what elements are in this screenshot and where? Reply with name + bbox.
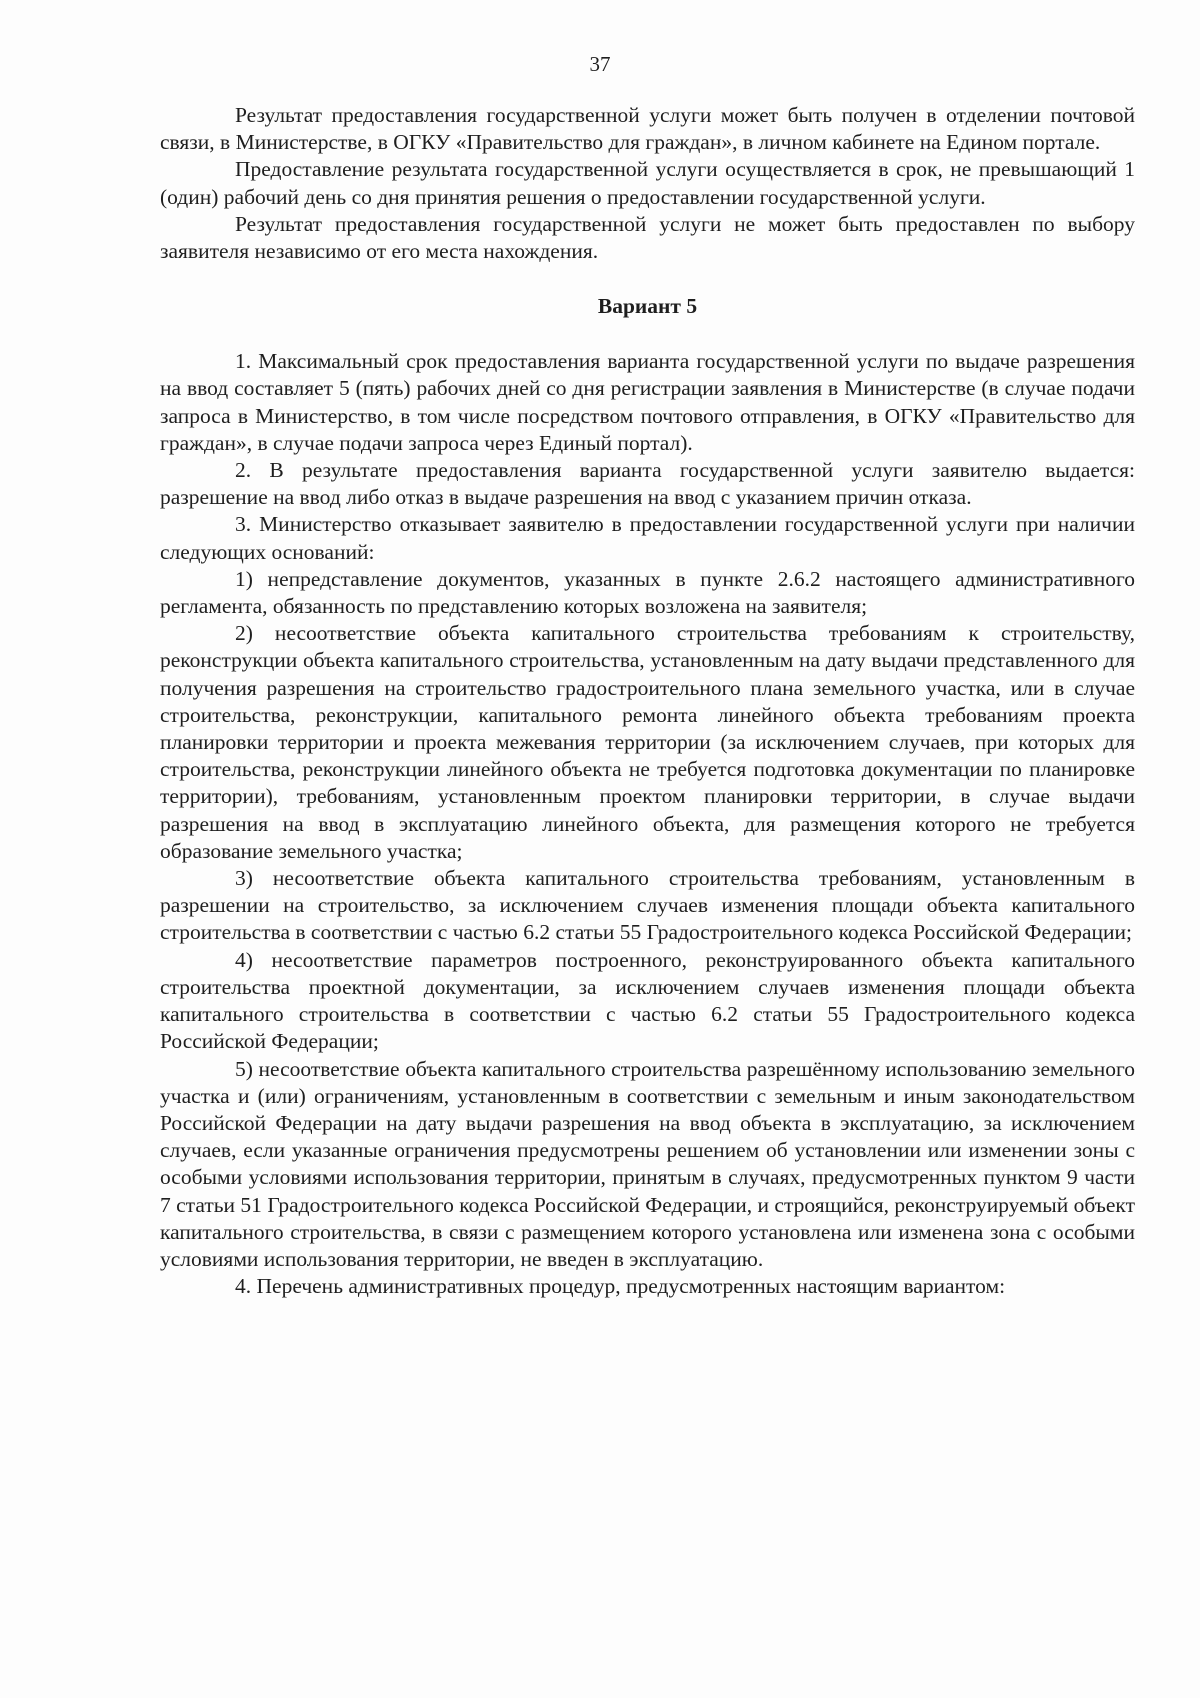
document-body [160, 102, 1135, 1300]
paragraph-result-delivery: Результат предоставления государственной услуги может быть получен в отделении почтовой связи, в Министерстве, в ОГКУ «Правительство для граждан», в личном кабинете на Едином портале. [160, 103, 1135, 155]
paragraph-subitem-1: 1) непредставление документов, указанных в пункте 2.6.2 настоящего административного регламента, обязанность по представлению которых возложена на заявителя; [160, 566, 1135, 619]
paragraph-subitem-2: 2) несоответствие объекта капитального строительства требованиям к строительству, реконструкции объекта капитального строительства, установленным на дату выдачи представленного для получения разрешения на строительство градостроительного плана земельного участка, или в случае строительства, реконструкции, капитального ремонта линейного объекта требованиям проекта планировки территории и проекта межевания территории (за исключением случаев, при которых для строительства, реконструкции линейного объекта не требуется подготовка документации по планировке территории), требованиям, установленным проектом планировки территории, в случае выдачи разрешения на ввод в эксплуатацию линейного объекта, для размещения которого не требуется образование земельного участка; [160, 621, 1135, 863]
paragraph-item-1: 1. Максимальный срок предоставления варианта государственной услуги по выдаче разрешения на ввод составляет 5 (пять) рабочих дней со дня регистрации заявления в Министерстве (в случае подачи запроса в Министерство, в том числе посредством почтового отправления, в ОГКУ «Правительство для граждан», в случае подачи запроса через Единый портал). [160, 349, 1135, 455]
paragraph-subitem-4: 4) несоответствие параметров построенного, реконструированного объекта капитального строительства проектной документации, за исключением случаев изменения площади объекта капитального строительства в соответствии с частью 6.2 статьи 55 Градостроительного кодекса Российской Федерации; [160, 947, 1135, 1054]
paragraph-item-2: 2. В результате предоставления варианта государственной услуги заявителю выдается: разрешение на ввод либо отказ в выдаче разрешения на ввод с указанием причин отказа. [160, 458, 1135, 510]
paragraph-item-3: 3. Министерство отказывает заявителю в предоставлении государственной услуги при наличии следующих оснований: [160, 512, 1135, 564]
paragraph-subitem-5: 5) несоответствие объекта капитального строительства разрешённому использованию земельного участка и (или) ограничениям, установленным в соответствии с земельным и иным законодательством Российской Федерации на дату выдачи разрешения на ввод объекта в эксплуатацию, за исключением случаев, если указанные ограничения предусмотрены решением об установлении или изменении зоны с особыми условиями использования территории, принятым в случаях, предусмотренных пунктом 9 части 7 статьи 51 Градостроительного кодекса Российской Федерации, и строящийся, реконструируемый объект капитального строительства, в связи с размещением которого установлена или изменена зона с особыми условиями использования территории, не введен в эксплуатацию. [160, 1056, 1135, 1271]
section-heading: Вариант 5 [597, 294, 698, 319]
paragraph-result-location: Результат предоставления государственной услуги не может быть предоставлен по выбору заявителя независимо от его места нахождения. [160, 211, 1135, 264]
page-number: 37 [589, 52, 611, 76]
paragraph-item-4: 4. Перечень административных процедур, предусмотренных настоящим вариантом: [235, 1274, 1006, 1299]
paragraph-result-term: Предоставление результата государственной услуги осуществляется в срок, не превышающий 1 (один) рабочий день со дня принятия решения о предоставлении государственной услуги. [160, 157, 1135, 209]
paragraph-subitem-3: 3) несоответствие объекта капитального строительства требованиям, установленным в разрешении на строительство, за исключением случаев изменения площади объекта капитального строительства в соответствии с частью 6.2 статьи 55 Градостроительного кодекса Российской Федерации; [160, 866, 1135, 945]
